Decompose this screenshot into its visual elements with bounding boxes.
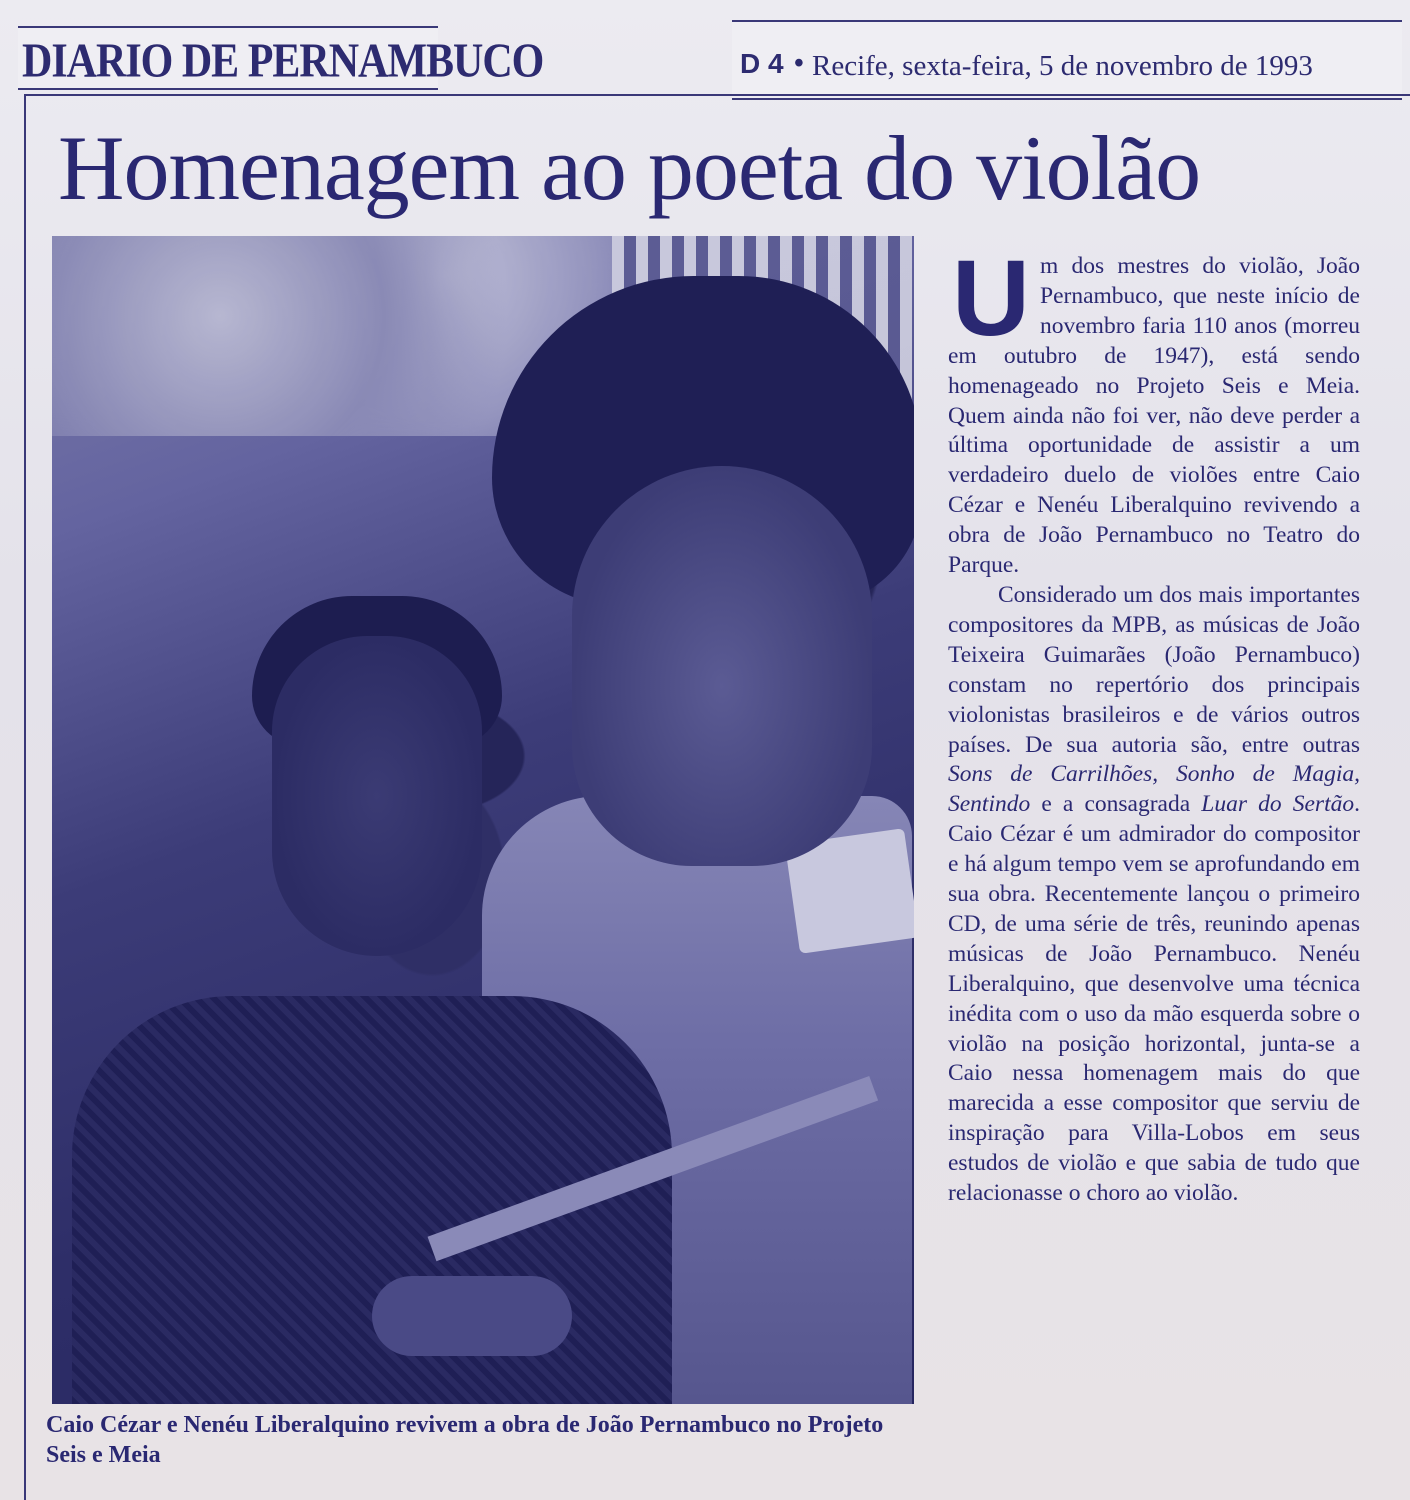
photo-caption: Caio Cézar e Nenéu Liberalquino revivem a obra de João Pernambuco no Projeto Seis e Meia [46, 1412, 884, 1468]
masthead [18, 26, 544, 90]
song-title-3: Sentindo [948, 791, 1031, 818]
paragraph-1-text: m dos mestres do violão, João Pernambuco, que neste início de novembro faria 110 anos (morreu em outubro de 1947), está sendo homenageado no Projeto Seis e Meia. Quem ainda não foi ver, não deve perder a última oportunidade de assistir a um verdadeiro duelo de violões entre Caio Cézar e Nenéu Liberalquino revivendo a obra de João Pernambuco no Teatro do Parque. [948, 253, 1360, 579]
song-title-1: Sons de Carrilhões [948, 761, 1153, 788]
publication-date: Recife, sexta-feira, 5 de novembro de 1993 [812, 50, 1313, 82]
song-title-2: Sonho de Magia [1176, 761, 1355, 788]
article-body [948, 237, 1360, 1209]
photo-man-face [572, 466, 872, 866]
page-code: D 4 [740, 48, 784, 79]
paragraph-2 [948, 581, 1360, 1209]
drop-cap: U [952, 237, 1030, 358]
dateline [732, 20, 1402, 100]
song-title-4: Luar do Sertão [1201, 791, 1355, 818]
article-photo [52, 236, 914, 1404]
paragraph-2-text-b: e a consagrada [1030, 791, 1202, 818]
paragraph-2-text-a: Considerado um dos mais importantes compositores da MPB, as músicas de João Teixeira Guimarães (João Pernambuco) constam no repertório dos principais violonistas brasileiros e de vários outros países. De sua autoria são, entre outras [948, 581, 1360, 758]
paragraph-2-text-c: . Caio Cézar é um admirador do compositor e há algum tempo vem se aprofundando em sua obra. Recentemente lançou o primeiro CD, de uma série de três, reunindo apenas músicas de João Pernambuco. Nenéu Liberalquino, que desenvolve uma técnica inédita com o uso da mão esquerda sobre o violão na posição horizontal, junta-se a Caio nessa homenagem mais do que marecida a esse compositor que serviu de inspiração para Villa-Lobos em seus estudos de violão e que sabia de tudo que relacionasse o choro ao violão. [948, 791, 1360, 1207]
headline: Homenagem ao poeta do violão [58, 117, 1201, 219]
photo-boy-face [272, 636, 482, 956]
newspaper-name: DIARIO DE PERNAMBUCO [22, 35, 544, 89]
dateline-bullet: • [794, 48, 804, 79]
song-title-separator-2: , [1354, 761, 1360, 788]
paragraph-1 [948, 237, 1360, 581]
song-title-separator-1: , [1152, 761, 1177, 788]
photo-hand [372, 1276, 572, 1356]
